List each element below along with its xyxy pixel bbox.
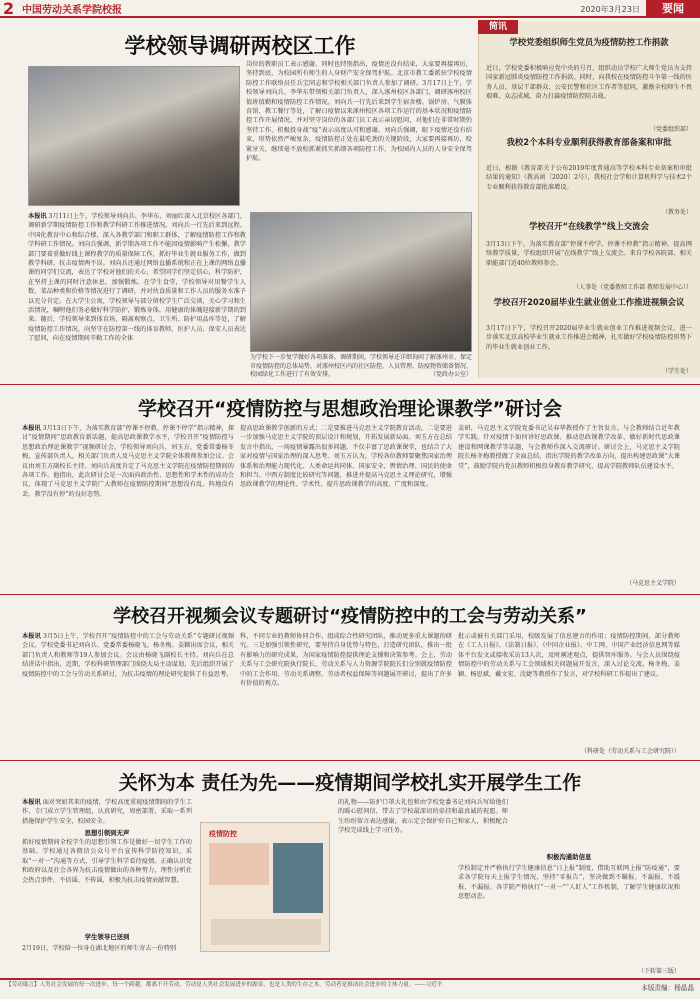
article3-body2: 科，不同专业的教师协同合作，组成综合性研究团队，推动更多重大课题的研究。三是加强引领性研究，要坚持自身优势与特色，打造研究团队，推出一批有影响力的研究成果，为国家疫情防控提供理论支撑和决策参考。会上，劳动关系与工会研究院执行院长、劳动关系与人力资源学院院长们分别就疫情防控中的工会作用、劳动关系调整、劳动者权益保障等问题展开研讨，提出了许多有价值的观点。: [240, 633, 452, 688]
article4-subhead3: 积极沟通助信息: [546, 853, 592, 861]
article4-body3: 2月19日，学校给一位身在湖北地区的师生寄去一份特别: [22, 945, 177, 952]
article3-col1: [22, 632, 234, 756]
article4-body4-top: 的礼物——防护口罩大礼包和由学校党委书记刘向兵写给他们的暖心慰问信，带去了学校最深切的牵挂和最真诚的祝愿。师生纷纷留言表达感谢，表示定会保护好自己和家人，积极配合学校完成线上学习任务。: [338, 799, 508, 835]
article1-body-top-right: 岗位的教职员工表示感谢。同时也特别指出，疫情还没有结束，大家要再接再厉，坚持到底，为校园所有师生的人身财产安全保驾护航。北京市教工委派驻学校疫情防控工作联络员任兵宝同志和学校相关部门负责人参加了调研。3月17日上午，学校领导刘向兵、李华东带领相关部门负责人，深入涿州校区各部门，调研涿州校区值班值勤和疫情防控工作情况。刘向兵一行先后来到学生宿舍楼、锅炉房、气膜体育馆、教工餐厅等处，了解日疫情以来涿州校区各项工作运行的基本状况和疫情防控工作开展情况，并对坚守岗位的各部门员工表示亲切慰问，对他们在非常时期仍坚持工作，积极投身战“疫”表示高度认可和感谢。刘向兵强调，眼下疫情还没有结束，形势依然严峻复杂，疫情防控正处在最吃劲的关键阶段，大家要再接再厉，咬紧牙关，继续毫不放松抓紧抓实抓细各项防控工作，为校园内人员的人身安全保驾护航。: [246, 61, 472, 163]
article2-body2: 提高思政课教学创新的方式；二是要推进马克思主义学院教育活动，二是要进一步加强马克思主义学院的顶层设计和规划，开拓发展新局面。刘玉方在总结发言中指出，一场疫情暴露出很多问题，不仅丰富了思政课课堂，也结合了大家对疫情与国家治理的深入思考。刘玉方认为，学校各位教师要聚焦国家治理体系和治理能力现代化、人类命运共同体、国家安全、舆情治理、国民的使命和担当、中西方制度比较研究等问题，推进并提高马克思主义理论研究，增强思政课教学的理论性、学术性、提升思政课教学的高度、广度和深度。: [240, 425, 452, 489]
article2-source: （马克思主义学院）: [625, 580, 680, 587]
article4-continued: （下转第三版）: [637, 968, 680, 975]
brief1-source: （党委组织部）: [649, 126, 692, 133]
issue-date: 2020年3月23日: [580, 5, 640, 14]
article2-title: 学校召开“疫情防控与思想政治理论课教学”研讨会: [138, 398, 562, 420]
article4-poster: [200, 822, 330, 952]
divider-3: [0, 760, 700, 761]
page-footer: [0, 978, 700, 999]
brief4-title: 学校召开2020届毕业生就业创业工作推进视频会议: [493, 297, 685, 307]
page-number: 2: [3, 0, 15, 18]
article3-title: 学校召开视频会议专题研讨“疫情防控中的工会与劳动关系”: [113, 606, 587, 627]
section-label: 要闻: [646, 0, 700, 18]
article2-body3: 姜研，马克思主义学院党委书记吴春华教授作了主旨发言。与会教师结合近年教学实践，针对疫情下如何讲好思政课、推动思政课教学改革、做好新时代思政课建设和网课教学等话题，与会教师作深入交流研讨。研讨会上，马克思主义学院院长杨冬梅教授做了全面总结，指出学院的教学改革方向，提出构建思政课“大课堂”，鼓励学院内党员教师积极投身教育教学研究，提高学院教师队伍建设水平。: [458, 425, 680, 470]
article3-body3: 批示或被有关部门采用，校级发展了信息建言的作用；疫情防控期间，部分教师在《工人日报》、《法制日报》、《中国企业报》、中工网、中国产业经济信息网等媒体平台发文或接收采访13人次，及时阐述观点，提供智库服务。与会人员围绕疫情防控中的劳动关系与工会领域相关问题展开发言，深入讨论交流。杨冬梅、姜颖、杨思斌、戴文宏、沈婕等教授作了发言，对学校科研工作提出了建议。: [458, 633, 680, 678]
brief1-title: 学校党委组织师生党员为疫情防控工作捐款: [509, 37, 669, 47]
poster-figure-1: [209, 843, 269, 885]
article3-lead: 本报讯: [22, 633, 41, 640]
article3-source: （科研处（劳动关系与工会研究院））: [580, 748, 680, 755]
masthead: 中国劳动关系学院校报: [22, 4, 122, 16]
brief2-source: （教务处）: [661, 209, 692, 216]
poster-figure-2: [273, 843, 323, 913]
brief3-body: 3月13日下午，为落实教育部“停课不停学、停课不停教”指示精神，提高网络教学质量，学校组织开展“在线教学”线上交流会。来自学校各院部、相关职能部门近40位教师参会。: [486, 241, 692, 267]
article4-col1-top: [22, 798, 192, 826]
brief4-body: 3月17日下午，学校召开2020届毕业生就业创业工作推进视频会议，进一步落实北京高校毕业生就业工作推进会精神，扎实做好学校疫情防控形势下的毕业生就业创业工作。: [486, 325, 692, 351]
article1-photo-left: [28, 66, 240, 206]
article2-col1: [22, 424, 234, 590]
article4-subhead1: 思想引领到无声: [84, 829, 130, 837]
divider-1: [0, 384, 700, 385]
article2-lead: 本报讯: [22, 425, 41, 432]
briefs-label: 简讯: [478, 20, 518, 34]
brief2-title: 我校2个本科专业顺利获得教育部备案和审批: [506, 137, 672, 147]
article1-body-left: [28, 212, 246, 378]
poster-text-block: [211, 919, 321, 945]
article4-subhead2: 学生领导已送到: [84, 933, 130, 941]
article1-caption: 为学校下一步复学做好各项准备。调研期间，学校领导还详细询问了解涿州市、保定市疫情防控的总体局势，对涿州校区内的社区防控、人员管理、防疫物资储备情况、校园绿化工作进行了有效安排。: [250, 354, 473, 379]
brief1-body: 近日，学校党委积极响应党中央的号召，组织动员学校广大师生党员为支持国家新冠肺炎疫情防控工作捐款。同时，向我校在疫情防控斗争第一线的医务人员、基层干部群众、公安民警和社区工作者等慰问，激励全校师生不畏艰难、众志成城，奋力打赢疫情防控阻击战。: [486, 65, 692, 101]
footer-editor: 本版责编：杨晶晶: [641, 984, 694, 992]
article3-body1: 3月5日上午，学校召开“疫情防控中的工会与劳动关系”专题研讨视频会议。学校党委书记刘向兵、党委常委杨晓飞、杨冬梅、姜颖出席会议，相关部门负责人和教师等19人参加会议。会议由杨晓飞副校长主持。刘向兵在总结讲话中指出，近期，学校科研管理部门围绕大局主动谋划，先后组织开展了疫情防控中的工会与劳动关系研讨，为抗击疫情的理论研究提供了有益思考。: [22, 633, 235, 678]
poster-title: 疫情防控: [209, 829, 237, 838]
brief3-source: （人事处（党委教师工作部 教师发展中心））: [573, 284, 692, 291]
article4-body2: 抓好疫情期间全校学生的思想引领工作是做好一切学生工作的基础。学校通过各微信公众号平台宣传科学防控知识，采取“一对一”沟通等方式，引导学生科学看待疫情。正确认识党和政府以及社会各界为抗击疫情做出的各种努力，理性分析社会热点事件，不信谣、不传谣，积极为抗击疫情贡献智慧。: [22, 839, 192, 884]
article1-title: 学校领导调研两校区工作: [124, 34, 356, 58]
brief2-body: 近日，根据《教育部关于公布2019年度普通高等学校本科专业备案和审批结果的通知》（教高函〔2020〕2号），我校社会学和计算机科学与技术2个专业顺利获得教育部批准增设。: [486, 165, 692, 191]
article1-photo-right: [250, 212, 472, 352]
article4-lead: 本报讯: [22, 799, 41, 806]
divider-2: [0, 594, 700, 595]
article2-body1: 3月13日下午，为落实教育部“停课不停教、停课不停学”指示精神，探讨“疫情期间”思政教育新话题，提高思政课教学水平，学校召开“疫情防控与思想政治理论课教学”视频研讨会。学校领导刘向兵、刘玉方，党委常委杨冬梅，宣传部负责人，相关部门负责人及马克思主义学院全体教师参加会议。会议由刘玉方副校长主持。刘向兵高度肯定了马克思主义学院在疫情防控期间的各项工作。他指出，此次研讨会是一次面向政治性、思想性和学术性的成功会议，体现了马克思主义学院广大教师在疫情防控期间“思想没有乱、阵地没有丢、教学没有停”的良好态势。: [22, 425, 235, 498]
article4-title: 关怀为本 责任为先——疫情期间学校扎实开展学生工作: [118, 772, 582, 794]
article1-source: （党政办公室）: [429, 371, 472, 378]
brief3-title: 学校召开“在线教学”线上交流会: [529, 221, 649, 231]
brief4-source: （学生处）: [661, 368, 692, 375]
article1-lead: 本报讯: [28, 213, 47, 220]
footer-quote: 【劳动箴言】人类社会发展的每一次进步、每一个跨越、都离不开劳动。劳动是人类社会发展进步的源泉，也是人类的生存之本。劳动者是推动社会进步的主体力量。——习近平: [6, 982, 443, 988]
article4-body1: 面对突如其来的疫情，学校高度重视疫情期间的学生工作，专门成立学生管理组，认真研究，周密部署，采取一系列措施保护学生安全，校园安全。: [22, 799, 193, 825]
article1-body-left-text: 3月11日上午，学校领导刘向兵、李华东、刘丽红深入北京校区各部门，调研新学期疫情防控工作和教学科研工作推进情况。刘向兵一行先后来到远程、中国化教育中心和综合楼，深入各教学部门和职工群体，了解疫情防控工作和教学科研工作情况。刘向兵强调，新学期各项工作不能因疫情影响产生松懈，教学部门要着重做好线上课程教学的质量保障工作，抓好毕业生就业服务工作，做到教学科研、抗击疫情两不误。刘向兵还通过网络直播系统和正在上课的网络直播课的同学们交流，表达了学校对他们的关心，希望同学们坚定信心，科学防护，在坚持上课的同时注意休息，加强锻炼。在学生食堂，学校领导对用餐学生人数、菜品种类和价格等情况进行了调研，并对伙食质量和工作人员的服务水准予以充分肯定。在大学生公寓，学校领导与部分留校学生广泛交谈，关心学习和生活情况，嘱咐他们务必做好科学防护，锻炼身体，用健康的体魄迎接新学期的到来。随后，学校领导来到体育场、隔离观察点、卫生所、防护用品库等处，了解疫情防控工作情况，向坚守在防控第一线的体育教师、医护人员、保安人员表达了慰问，向在疫情期间辛勤工作的全体: [28, 213, 247, 343]
article4-body5: 学校制定并严格执行学生健康信息“日上报”制度，借助互联网上报“防疫通”，要求各学院每天上报学生情况，坚持“零报告”，坚决做到不瞒报、不漏报、不缓报、不漏报。各学院严格执行“一对一”“人盯人”工作机制，了解学生健康状况和思想动态。: [458, 865, 680, 901]
